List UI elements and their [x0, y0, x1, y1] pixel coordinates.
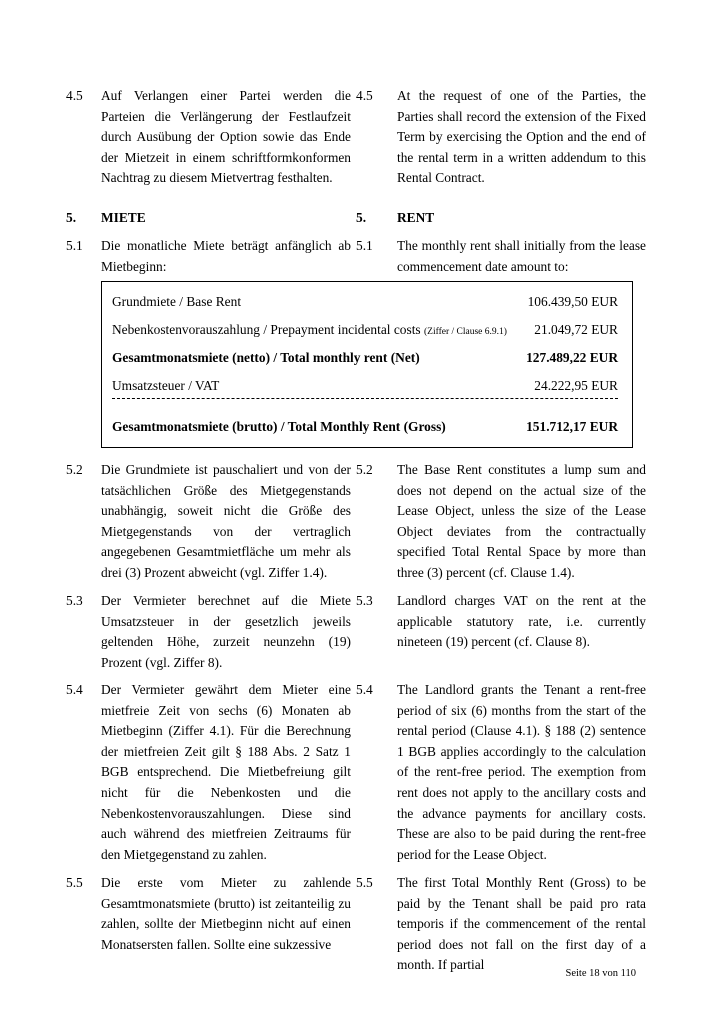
rent-row-vat: [112, 376, 618, 396]
section-number-de: 5.: [66, 210, 77, 225]
clause-text-en: The monthly rent shall initially from the lease commencement date amount to:: [397, 238, 646, 274]
rent-row-prepayment: [112, 320, 618, 340]
clause-text-de: Der Vermieter gewährt dem Mieter eine mietfreie Zeit von sechs (6) Monaten ab Mietbeginn (Ziffer 4.1). Für die Berechnung der mietfreien Zeit gilt § 188 Abs. 2 Satz 1 BGB entsprechend. Die Mietbefreiung gilt nicht für die Nebenkosten und die Nebenkostenvorauszahlungen. Diese sind auch während des mietfreien Zeitraums für den Mietgegenstand zu zahlen.: [101, 682, 351, 862]
clause-number-de: 5.1: [66, 238, 83, 253]
clause-text-de: Die Grundmiete ist pauschaliert und von der tatsächlichen Größe des Mietgegenstands unabhängig, soweit nicht die Größe des Mietgegenstands von der vertraglich angegebenen Gesamtmietfläche um mehr als drei (3) Prozent abweicht (vgl. Ziffer 1.4).: [101, 462, 351, 580]
clause-number-de: 5.2: [66, 462, 83, 477]
rent-note: (Ziffer / Clause 6.9.1): [424, 327, 507, 337]
clause-number-de: 5.5: [66, 875, 83, 890]
clause-text-en: At the request of one of the Parties, the Parties shall record the extension of the Fixed Term by exercising the Option and the end of the rental term in a written addendum to this Rental Contract.: [397, 88, 646, 186]
rent-row-base-rent: [112, 292, 618, 312]
rent-row-total-net: [112, 348, 618, 368]
section-title-de: MIETE: [101, 210, 146, 225]
clause-number-de: 5.4: [66, 682, 83, 697]
clause-text-de: Die monatliche Miete beträgt anfänglich ab Mietbeginn:: [101, 238, 351, 274]
page-number: Seite 18 von 110: [565, 968, 636, 979]
clause-number-de: 5.3: [66, 593, 83, 608]
rent-amount: 24.222,95 EUR: [534, 378, 618, 393]
clause-number-de: 4.5: [66, 88, 83, 103]
clause-text-de: Auf Verlangen einer Partei werden die Parteien die Verlängerung der Festlaufzeit durch Ausübung der Option sowie das Ende der Mietzeit in einem schriftformkonformen Nachtrag zu diesem Mietvertrag festhalten.: [101, 88, 351, 186]
rent-label: Umsatzsteuer / VAT: [112, 378, 220, 393]
rent-row-total-gross: [112, 417, 618, 437]
clause-text-de: Die erste vom Mieter zu zahlende Gesamtmonatsmiete (brutto) ist zeitanteilig zu zahlen, sollte der Mietbeginn nicht auf einen Monatsersten fallen. Sollte eine sukzessive: [101, 875, 351, 952]
clause-text-en: The first Total Monthly Rent (Gross) to be paid by the Tenant shall be paid pro rata temporis if the commencement of the rental period does not fall on the first day of a month. If partial: [397, 875, 646, 973]
dashed-divider: [112, 398, 618, 399]
rent-table: [101, 281, 633, 448]
clause-text-de: Der Vermieter berechnet auf die Miete Umsatzsteuer in der gesetzlich jeweils geltenden Höhe, zurzeit neunzehn (19) Prozent (vgl. Ziffer 8).: [101, 593, 351, 670]
clause-number-en: 5.2: [356, 462, 373, 477]
section-title-en: RENT: [397, 210, 435, 225]
rent-amount: 151.712,17 EUR: [526, 419, 618, 434]
clause-number-en: 5.3: [356, 593, 373, 608]
clause-text-en: The Landlord grants the Tenant a rent-free period of six (6) months from the start of the rental period (Clause 4.1). § 188 (2) sentence 1 BGB applies accordingly to the calculation of the rent-free period. The exemption from rent does not apply to the ancillary costs and the advance payments for ancillary costs. These are also to be paid during the rent-free period for the Lease Object.: [397, 682, 646, 862]
clause-text-en: Landlord charges VAT on the rent at the applicable statutory rate, i.e. currently nineteen (19) percent (cf. Clause 8).: [397, 593, 646, 650]
rent-amount: 21.049,72 EUR: [534, 322, 618, 337]
clause-number-en: 5.1: [356, 238, 373, 253]
section-number-en: 5.: [356, 210, 367, 225]
rent-label: Gesamtmonatsmiete (netto) / Total monthly rent (Net): [112, 350, 420, 365]
clause-number-en: 5.5: [356, 875, 373, 890]
clause-number-en: 4.5: [356, 88, 373, 103]
rent-label: Nebenkostenvorauszahlung / Prepayment incidental costs: [112, 322, 421, 337]
clause-text-en: The Base Rent constitutes a lump sum and does not depend on the actual size of the Lease Object, unless the size of the Lease Object deviates from the contractually specified Total Rental Space by more than three (3) percent (cf. Clause 1.4).: [397, 462, 646, 580]
rent-amount: 106.439,50 EUR: [527, 294, 618, 309]
clause-number-en: 5.4: [356, 682, 373, 697]
rent-label: Grundmiete / Base Rent: [112, 294, 242, 309]
rent-label: Gesamtmonatsmiete (brutto) / Total Monthly Rent (Gross): [112, 419, 446, 434]
rent-amount: 127.489,22 EUR: [526, 350, 618, 365]
